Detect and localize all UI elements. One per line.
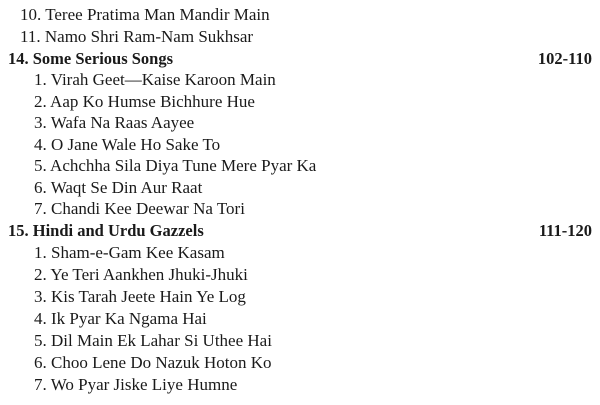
song-title: 2. Aap Ko Humse Bichhure Hue xyxy=(34,92,255,111)
list-item xyxy=(0,69,600,91)
song-title: 11. Namo Shri Ram-Nam Sukhsar xyxy=(20,27,254,46)
list-item xyxy=(0,4,600,26)
section-title: 15. Hindi and Urdu Gazzels xyxy=(8,221,204,240)
song-title: 7. Wo Pyar Jiske Liye Humne xyxy=(34,375,238,394)
list-item xyxy=(0,177,600,199)
song-title: 6. Waqt Se Din Aur Raat xyxy=(34,178,203,197)
song-title: 1. Virah Geet—Kaise Karoon Main xyxy=(34,70,276,89)
song-title: 4. O Jane Wale Ho Sake To xyxy=(34,135,221,154)
list-item xyxy=(0,198,600,220)
song-title: 4. Ik Pyar Ka Ngama Hai xyxy=(34,309,207,328)
song-title: 1. Sham-e-Gam Kee Kasam xyxy=(34,243,225,262)
section-heading xyxy=(0,220,600,242)
list-item xyxy=(0,242,600,264)
section-title: 14. Some Serious Songs xyxy=(8,49,174,68)
list-item xyxy=(0,112,600,134)
list-item xyxy=(0,374,600,396)
song-title: 2. Ye Teri Aankhen Jhuki-Jhuki xyxy=(34,265,248,284)
list-item xyxy=(0,308,600,330)
list-item xyxy=(0,155,600,177)
list-item xyxy=(0,91,600,113)
song-title: 3. Wafa Na Raas Aayee xyxy=(34,113,195,132)
song-title: 3. Kis Tarah Jeete Hain Ye Log xyxy=(34,287,246,306)
section-page-range: 102-110 xyxy=(537,49,592,68)
list-item xyxy=(0,26,600,48)
song-title: 7. Chandi Kee Deewar Na Tori xyxy=(34,199,245,218)
song-title: 6. Choo Lene Do Nazuk Hoton Ko xyxy=(34,353,272,372)
section-page-range: 111-120 xyxy=(538,221,592,240)
song-title: 5. Achchha Sila Diya Tune Mere Pyar Ka xyxy=(34,156,317,175)
list-item xyxy=(0,352,600,374)
list-item xyxy=(0,330,600,352)
list-item xyxy=(0,134,600,156)
song-title: 5. Dil Main Ek Lahar Si Uthee Hai xyxy=(34,331,272,350)
list-item xyxy=(0,264,600,286)
list-item xyxy=(0,286,600,308)
song-title: 10. Teree Pratima Man Mandir Main xyxy=(20,5,270,24)
section-heading xyxy=(0,48,600,70)
